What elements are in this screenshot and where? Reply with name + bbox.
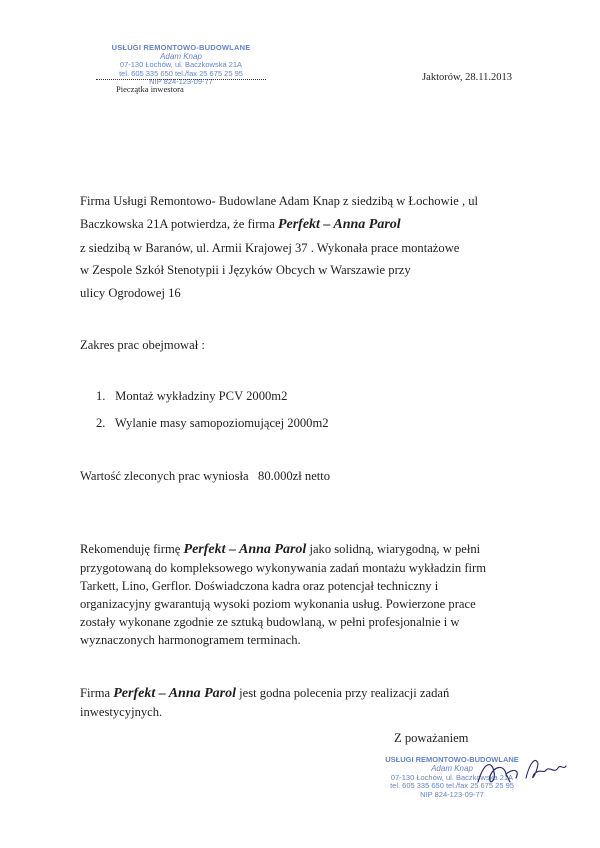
scope-item-text: Montaż wykładziny PCV 2000m2 [115, 389, 288, 403]
value-label: Wartość zleconych prac wyniosła [80, 469, 249, 483]
recommend-line [80, 540, 486, 559]
scope-item-number: 2. [96, 416, 106, 430]
stamp-line: 07-130 Łochów, ul. Baczkowska 21A [119, 60, 243, 70]
intro-line-text: Baczkowska 21A potwierdza, że firma [80, 216, 278, 231]
company-name: Perfekt – Anna Parol [113, 686, 236, 701]
closing-text: Firma [80, 686, 114, 700]
stamp-line: Adam Knap [431, 763, 473, 773]
closing-text: jest godna polecenia przy realizacji zadań [236, 686, 450, 700]
scope-item-text: Wylanie masy samopoziomującej 2000m2 [114, 416, 329, 430]
scope-list [96, 383, 329, 437]
regards: Z poważaniem [394, 731, 469, 745]
stamp-dotted-line [96, 79, 266, 80]
closing-line: inwestycyjnych. [80, 705, 163, 719]
scope-item [96, 410, 329, 437]
contract-value [80, 465, 330, 488]
stamp-line: NIP 824-123-09-77 [420, 790, 484, 800]
company-stamp-header [96, 44, 266, 87]
intro-line: ulicy Ogrodowej 16 [80, 286, 181, 301]
recommend-line: wyznaczonych harmonogramem terminach. [80, 633, 301, 647]
recommend-line: zostały wykonane zgodnie ze sztuką budowlaną, w pełni profesjonalnie i w [80, 615, 460, 629]
intro-line: z siedzibą w Baranów, ul. Armii Krajowej 37 . Wykonała prace montażowe [80, 240, 460, 255]
scope-item [96, 383, 329, 410]
recommend-text: jako solidną, wiarygodną, w pełni [306, 542, 481, 556]
stamp-line: 07-130 Łochów, ul. Baczkowska 21A [390, 772, 514, 782]
stamp-caption: Pieczątka inwestora [116, 84, 184, 94]
recommend-line: przygotowaną do kompleksowego wykonywania zadań montażu wykładzin firm [80, 561, 487, 575]
closing-line [80, 684, 449, 703]
scope-heading: Zakres prac obejmował : [80, 338, 205, 352]
handwritten-signature [470, 752, 570, 792]
recommend-text: Rekomenduję firmę [80, 542, 184, 556]
value-amount: 80.000zł netto [258, 469, 331, 483]
stamp-line: USŁUGI REMONTOWO-BUDOWLANE [111, 43, 251, 52]
intro-paragraph [80, 190, 478, 305]
stamp-line: Adam Knap [160, 51, 202, 61]
recommendation-paragraph [80, 540, 486, 649]
company-name: Perfekt – Anna Parol [183, 542, 307, 557]
stamp-line: tel. 605 335 650 tel./fax 25 675 25 95 [119, 68, 243, 78]
stamp-line: NIP 824-123-09-77 [149, 77, 213, 87]
stamp-line: tel. 605 335 650 tel./fax 25 675 25 95 [390, 781, 514, 791]
intro-line: w Zespole Szkół Stenotypii i Języków Obcych w Warszawie przy [80, 263, 411, 278]
recommend-line: Tarkett, Lino, Gerflor. Doświadczona kadra oraz potencjał techniczny i [80, 579, 439, 593]
closing-paragraph [80, 684, 449, 721]
intro-line [80, 213, 478, 237]
company-name: Perfekt – Anna Parol [277, 216, 401, 232]
scope-item-number: 1. [96, 389, 106, 403]
stamp-line: USŁUGI REMONTOWO-BUDOWLANE [385, 755, 519, 764]
intro-line: Firma Usługi Remontowo- Budowlane Adam Knap z siedzibą w Łochowie , ul [80, 194, 479, 208]
recommend-line: organizacyjny gwarantują wysoki poziom wykonania usług. Powierzone prace [80, 597, 476, 611]
document-date: Jaktorów, 28.11.2013 [422, 72, 512, 83]
